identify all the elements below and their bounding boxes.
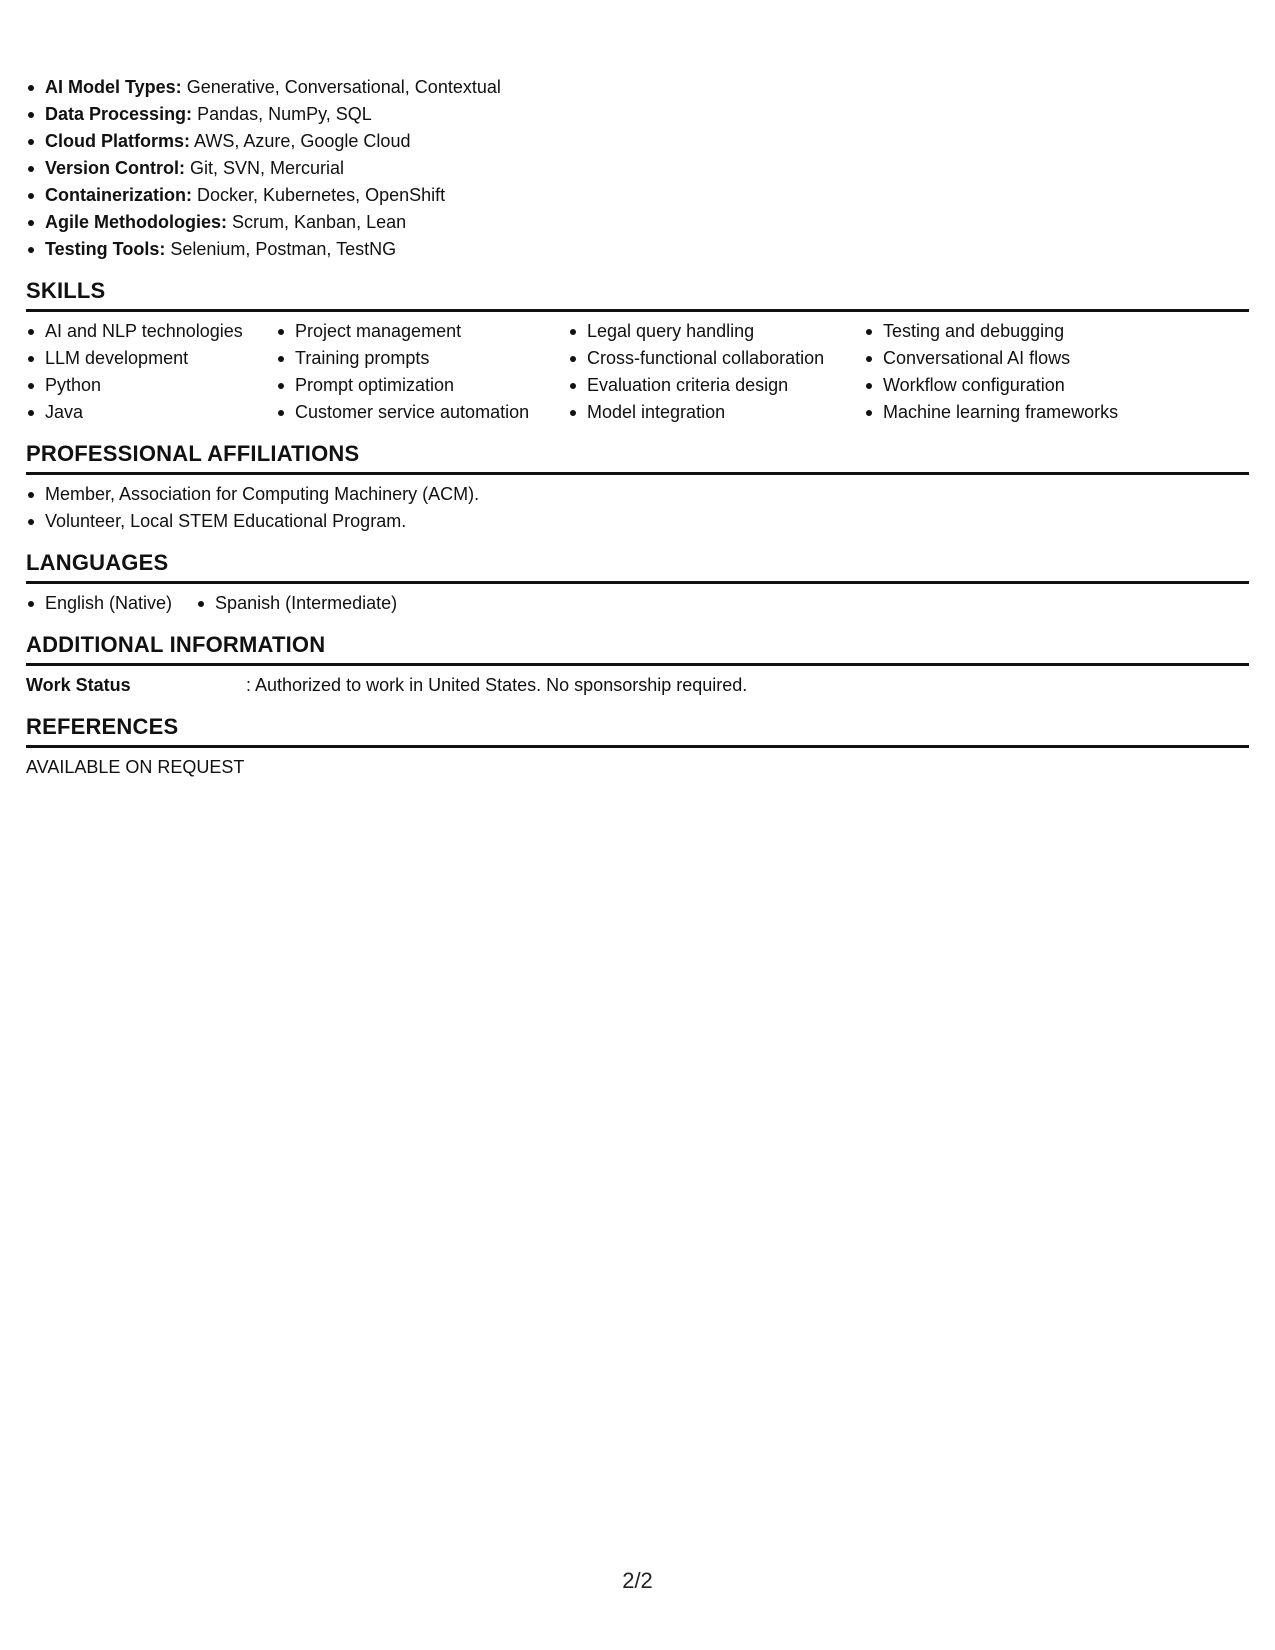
list-item — [26, 182, 1249, 209]
list-item: Python — [26, 372, 276, 399]
resume-page — [26, 74, 1249, 781]
list-item: English (Native) — [26, 590, 172, 617]
item-key: AI Model Types: — [45, 77, 182, 97]
work-status-row — [26, 672, 1249, 699]
list-item: Conversational AI flows — [864, 345, 1249, 372]
item-value: Scrum, Kanban, Lean — [227, 212, 407, 232]
languages-section — [26, 550, 1249, 617]
list-item: Workflow configuration — [864, 372, 1249, 399]
item-value: AWS, Azure, Google Cloud — [190, 131, 411, 151]
item-key: Agile Methodologies: — [45, 212, 227, 232]
item-value: Generative, Conversational, Contextual — [181, 77, 501, 97]
section-heading: LANGUAGES — [26, 550, 1249, 584]
list-item: Volunteer, Local STEM Educational Program. — [26, 508, 1249, 535]
item-key: Testing Tools: — [45, 239, 166, 259]
item-value: Docker, Kubernetes, OpenShift — [192, 185, 446, 205]
languages-list — [26, 590, 1249, 617]
skills-section — [26, 278, 1249, 426]
section-heading: REFERENCES — [26, 714, 1249, 748]
list-item — [26, 128, 1249, 155]
skills-column — [26, 318, 276, 426]
work-status-value: : Authorized to work in United States. No sponsorship required. — [246, 675, 748, 695]
page-number: 2/2 — [622, 1568, 653, 1593]
list-item: LLM development — [26, 345, 276, 372]
item-key: Cloud Platforms: — [45, 131, 191, 151]
item-key: Version Control: — [45, 158, 186, 178]
item-key: Data Processing: — [45, 104, 193, 124]
list-item: Training prompts — [276, 345, 568, 372]
section-heading: ADDITIONAL INFORMATION — [26, 632, 1249, 666]
list-item: Project management — [276, 318, 568, 345]
list-item: Legal query handling — [568, 318, 864, 345]
affiliations-list — [26, 481, 1249, 535]
skills-column — [568, 318, 864, 426]
list-item — [26, 209, 1249, 236]
item-value: Selenium, Postman, TestNG — [165, 239, 397, 259]
list-item: Cross-functional collaboration — [568, 345, 864, 372]
affiliations-section — [26, 441, 1249, 535]
list-item: Member, Association for Computing Machinery (ACM). — [26, 481, 1249, 508]
section-heading: PROFESSIONAL AFFILIATIONS — [26, 441, 1249, 475]
list-item: Machine learning frameworks — [864, 399, 1249, 426]
list-item: AI and NLP technologies — [26, 318, 276, 345]
references-section — [26, 714, 1249, 781]
list-item: Prompt optimization — [276, 372, 568, 399]
list-item: Model integration — [568, 399, 864, 426]
references-text: AVAILABLE ON REQUEST — [26, 757, 245, 777]
skills-column — [864, 318, 1249, 426]
technical-proficiencies-list — [26, 74, 1249, 263]
list-item: Spanish (Intermediate) — [196, 590, 397, 617]
list-item: Customer service automation — [276, 399, 568, 426]
item-key: Containerization: — [45, 185, 192, 205]
list-item: Java — [26, 399, 276, 426]
skills-column — [276, 318, 568, 426]
item-value: Pandas, NumPy, SQL — [192, 104, 372, 124]
list-item: Testing and debugging — [864, 318, 1249, 345]
list-item — [26, 101, 1249, 128]
skills-grid — [26, 318, 1249, 426]
item-value: Git, SVN, Mercurial — [185, 158, 345, 178]
list-item — [26, 155, 1249, 182]
work-status-label: Work Status — [26, 675, 131, 695]
list-item: Evaluation criteria design — [568, 372, 864, 399]
list-item — [26, 236, 1249, 263]
list-item — [26, 74, 1249, 101]
additional-info-section — [26, 632, 1249, 699]
section-heading: SKILLS — [26, 278, 1249, 312]
